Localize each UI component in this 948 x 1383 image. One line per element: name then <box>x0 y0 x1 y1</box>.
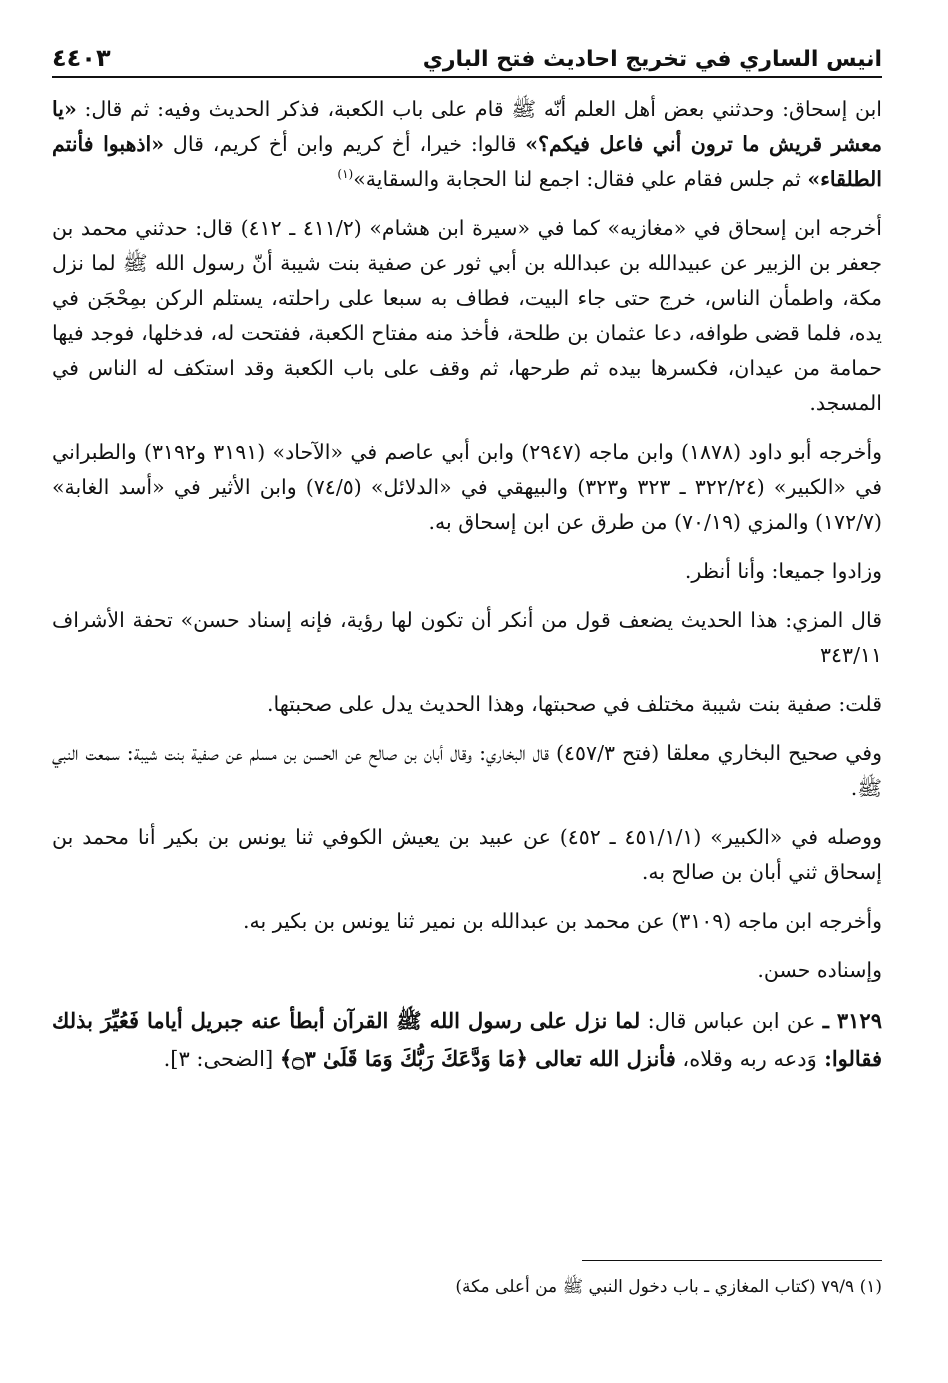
paragraph-1-part-1: ابن إسحاق: وحدثني بعض أهل العلم أنّه ﷺ قام على باب الكعبة، فذكر الحديث وفيه: ثم قال: <box>76 97 882 121</box>
hadith-3129 <box>52 1002 882 1078</box>
paragraph-9: وأخرجه ابن ماجه (٣١٠٩) عن محمد بن عبدالله بن نمير ثنا يونس بن بكير به. <box>243 909 882 933</box>
paragraph-1-part-3: ثم جلس فقام علي فقال: اجمع لنا الحجابة والسقاية» <box>353 167 808 191</box>
paragraph-1-quote-2: «اذهبوا فأنتم الطلقاء» <box>52 132 882 191</box>
hadith-text: لما نزل على رسول الله ﷺ القرآن أبطأ عنه جبريل أياما فَعُيِّرَ بذلك فقالوا: <box>52 1008 882 1071</box>
footnote-marker: (١) <box>337 167 354 182</box>
paragraph-1-quote-1: «يا معشر قريش ما ترون أني فاعل فيكم؟» <box>52 97 882 156</box>
paragraph-3: وأخرجه أبو داود (١٨٧٨) وابن ماجه (٢٩٤٧) وابن أبي عاصم في «الآحاد» (٣١٩١ و٣١٩٢) والطبراني في «الكبير» (٣٢٢/٢٤ ـ ٣٢٣ و٣٢٣) والبيهقي في «الدلائل» (٧٤/٥) وابن الأثير في «أسد الغابة» (١٧٢/٧) والمزي (٧٠/١٩) من طرق عن ابن إسحاق به. <box>52 440 883 534</box>
verse-reference: [الضحى: ٣]. <box>163 1047 280 1071</box>
page-number: ٤٤٠٣ <box>52 44 111 72</box>
hadith-narrator: عن ابن عباس قال: <box>640 1009 823 1033</box>
page-header <box>52 30 882 78</box>
footnote-divider <box>582 1260 882 1261</box>
page-body <box>52 92 882 1078</box>
paragraph-2: أخرجه ابن إسحاق في «مغازيه» كما في «سيرة ابن هشام» (٤١١/٢ ـ ٤١٢) قال: حدثني محمد بن جعفر بن الزبير عن عبيدالله بن عبدالله بن أبي ثور عن صفية بنت شيبة أنّ رسول الله ﷺ لما نزل مكة، واطمأن الناس، خرج حتى جاء البيت، فطاف به سبعا على راحلته، يستلم الركن بمِحْجَن في يده، فلما قضى طوافه، دعا عثمان بن طلحة، فأخذ منه مفتاح الكعبة، ففتحت له، فدخلها، فوجد فيها حمامة من عيدان، فكسرها بيده ثم طرحها، ثم وقف على باب الكعبة وقد استكف له الناس في المسجد. <box>52 216 882 415</box>
quran-verse: ﴿مَا وَدَّعَكَ رَبُّكَ وَمَا قَلَىٰ ۝٣﴾ <box>279 1046 528 1071</box>
page <box>52 30 883 1297</box>
hadith-number: ٣١٢٩ ـ <box>822 1008 882 1033</box>
paragraph-1 <box>52 92 882 197</box>
paragraph-8: ووصله في «الكبير» (٤٥١/١/١ ـ ٤٥٢) عن عبيد بن يعيش الكوفي ثنا يونس بن بكير أنا محمد بن إسحاق ثني أبان بن صالح به. <box>52 825 882 884</box>
paragraph-7: وفي صحيح البخاري معلقا (فتح ٤٥٧/٣) قال البخاري: وقال أبان بن صالح عن الحسن بن مسلم عن صفية بنت شيبة: سمعت النبي ﷺ. <box>52 741 883 800</box>
paragraph-1-part-2: قالوا: خيرا، أخ كريم وابن أخ كريم، قال <box>164 132 526 156</box>
paragraph-5: قال المزي: هذا الحديث يضعف قول من أنكر أن تكون لها رؤية، فإنه إسناد حسن» تحفة الأشراف ٣٤٣/١١ <box>52 608 882 667</box>
hadith-text-2: فأنزل الله تعالى <box>527 1046 676 1071</box>
paragraph-4: وزادوا جميعا: وأنا أنظر. <box>684 559 882 583</box>
hadith-text-plain: وَدعه ربه وقلاه، <box>675 1047 817 1071</box>
paragraph-6: قلت: صفية بنت شيبة مختلف في صحبتها، وهذا الحديث يدل على صحبتها. <box>266 692 882 716</box>
running-title: انيس الساري في تخريج احاديث فتح الباري <box>422 47 882 72</box>
paragraph-10: وإسناده حسن. <box>757 958 882 982</box>
footnote-1: (١) ٧٩/٩ (كتاب المغازي ـ باب دخول النبي ﷺ من أعلى مكة) <box>455 1277 882 1297</box>
